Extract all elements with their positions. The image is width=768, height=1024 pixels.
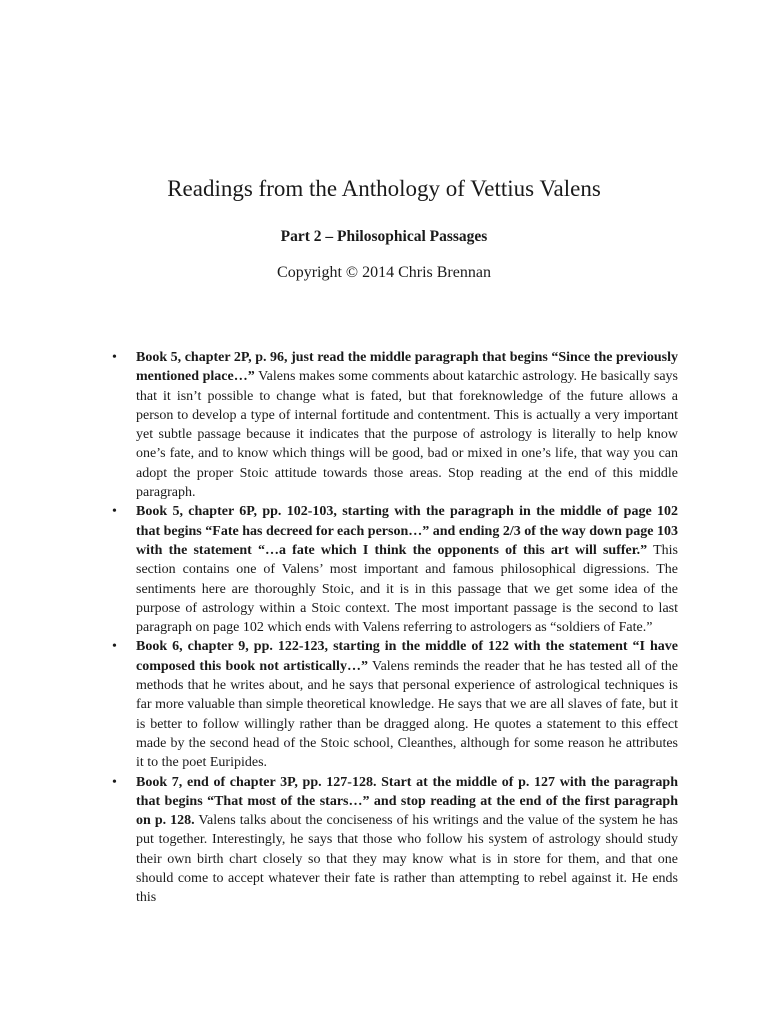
reading-description: Valens talks about the conciseness of his writings and the value of the system he has put together. Interestingly, he says that those who follow his system of astrology should study their own birth chart closely so that they may know what is in store for them, and that one should come to accept whatever their fate is rather than attempting to rebel against it. He ends this — [136, 813, 678, 906]
copyright-notice: Copyright © 2014 Chris Brennan — [277, 264, 491, 281]
reading-reference: Book 7, end of chapter 3P, pp. 127-128. Start at the middle of p. 127 with the paragraph that begins “That most of the stars…” and stop reading at the end of the first paragraph on p. 128. — [136, 774, 678, 829]
list-item — [0, 502, 768, 637]
document-title: Readings from the Anthology of Vettius Valens — [167, 176, 601, 201]
reading-reference: Book 6, chapter 9, pp. 122-123, starting in the middle of 122 with the statement “I have composed this book not artistically…” — [136, 639, 678, 674]
list-item — [0, 773, 768, 908]
reading-reference: Book 5, chapter 6P, pp. 102-103, starting with the paragraph in the middle of page 102 that begins “Fate has decreed for each person…” and ending 2/3 of the way down page 103 with the statement “…a fate which I think the opponents of this art will suffer.” — [136, 504, 678, 558]
readings-list — [0, 348, 768, 908]
reading-reference: Book 5, chapter 2P, p. 96, just read the middle paragraph that begins “Since the previously mentioned place…” — [136, 350, 678, 385]
list-item — [0, 348, 768, 502]
reading-description: Valens reminds the reader that he has tested all of the methods that he writes about, and he says that personal experience of astrological techniques is far more valuable than simple theoretical knowledge. He says that we are all slaves of fate, but it is better to follow willingly rather than be dragged along. He quotes a statement to this effect made by the second head of the Stoic school, Cleanthes, although for some reason he attributes it to the poet Euripides. — [136, 658, 678, 771]
bullet-icon: • — [112, 639, 117, 655]
bullet-icon: • — [112, 350, 117, 365]
bullet-icon: • — [112, 504, 117, 520]
reading-description: Valens makes some comments about katarchic astrology. He basically says that it isn’t possible to change what is fated, but that foreknowledge of the future allows a person to develop a type of internal fortitude and contentment. This is actually a very important yet subtle passage because it indicates that the purpose of astrology is literally to help know one’s fate, and to know which things will be good, bad or mixed in one’s life, that way you can adopt the proper Stoic attitude towards those areas. Stop reading at the end of this middle paragraph. — [136, 369, 678, 501]
list-item — [0, 637, 768, 772]
document-subtitle: Part 2 – Philosophical Passages — [280, 228, 488, 245]
bullet-icon: • — [112, 774, 117, 790]
reading-description: This section contains one of Valens’ most important and famous philosophical digressions. The sentiments here are thoroughly Stoic, and it is in this passage that we get some idea of the purpose of astrology within a Stoic context. The most important passage is the second to last paragraph on page 102 which ends with Valens referring to astrologers as “soldiers of Fate.” — [136, 542, 678, 636]
